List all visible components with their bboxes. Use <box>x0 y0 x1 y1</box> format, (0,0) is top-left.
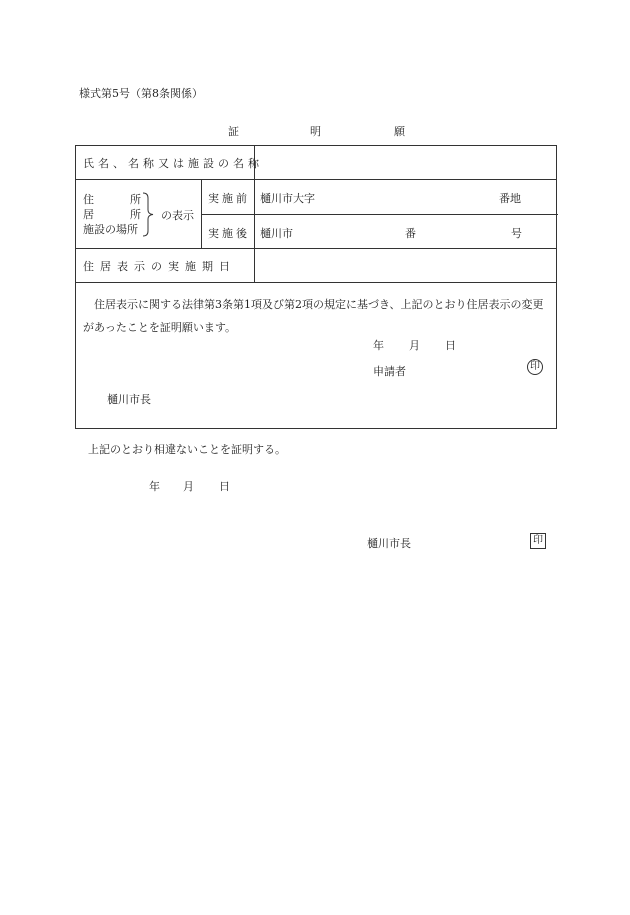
title-char-2: 明 <box>310 125 321 138</box>
certification-day-label: 日 <box>219 480 230 493</box>
jusho-char-1: 住 <box>83 193 94 206</box>
request-date <box>373 337 456 353</box>
certification-year-label: 年 <box>149 480 160 493</box>
before-label-cell <box>202 180 255 214</box>
certification-date <box>149 478 230 494</box>
application-table <box>75 145 557 429</box>
address-label-suffix: の表示 <box>161 209 194 222</box>
after-ban: 番 <box>405 227 416 240</box>
implementation-date-field[interactable] <box>255 249 556 282</box>
name-label-cell <box>76 146 263 179</box>
request-year-label: 年 <box>373 339 384 352</box>
request-month-label: 月 <box>409 339 420 352</box>
before-implementation-row <box>202 180 558 215</box>
address-row <box>76 180 556 249</box>
certification-text: 上記のとおり相違ないことを証明する。 <box>88 443 286 456</box>
official-seal-mark: 印 <box>530 533 546 549</box>
request-day-label: 日 <box>445 339 456 352</box>
before-label: 実施前 <box>208 192 250 205</box>
after-label-cell <box>202 215 255 249</box>
address-line-kyosho <box>83 207 141 222</box>
address-line-facility: 施設の場所 <box>83 223 138 236</box>
kyosho-char-1: 居 <box>83 208 94 221</box>
title-char-1: 証 <box>228 125 239 138</box>
name-label: 氏名、名称又は施設の名称 <box>83 157 263 170</box>
curly-brace-icon <box>142 192 154 237</box>
jusho-char-2: 所 <box>130 193 141 206</box>
issuer-mayor: 樋川市長 <box>367 537 411 550</box>
before-city: 樋川市大字 <box>260 192 315 205</box>
name-value-field[interactable] <box>255 146 556 179</box>
certification-month-label: 月 <box>183 480 194 493</box>
kyosho-char-2: 所 <box>130 208 141 221</box>
implementation-date-label-cell <box>76 249 255 282</box>
address-label-cell <box>76 180 202 248</box>
applicant-seal-mark: 印 <box>527 359 543 375</box>
applicant-label: 申請者 <box>373 365 406 378</box>
addressee-mayor: 樋川市長 <box>107 393 151 406</box>
request-body <box>76 283 556 428</box>
after-implementation-row <box>202 215 558 249</box>
address-line-jusho <box>83 192 141 207</box>
before-banchi: 番地 <box>499 192 521 205</box>
form-number: 様式第5号（第8条関係） <box>79 87 203 100</box>
title-char-3: 願 <box>394 125 405 138</box>
name-row <box>76 146 556 180</box>
after-label: 実施後 <box>208 227 250 240</box>
after-city: 樋川市 <box>260 227 293 240</box>
request-text: 住居表示に関する法律第3条第1項及び第2項の規定に基づき、上記のとおり住居表示の変更があったことを証明願います。 <box>83 298 544 334</box>
implementation-date-label: 住居表示の実施期日 <box>83 260 236 273</box>
document-title <box>228 123 405 139</box>
address-label-lines <box>83 192 141 237</box>
implementation-date-row <box>76 249 556 283</box>
after-go: 号 <box>511 227 522 240</box>
